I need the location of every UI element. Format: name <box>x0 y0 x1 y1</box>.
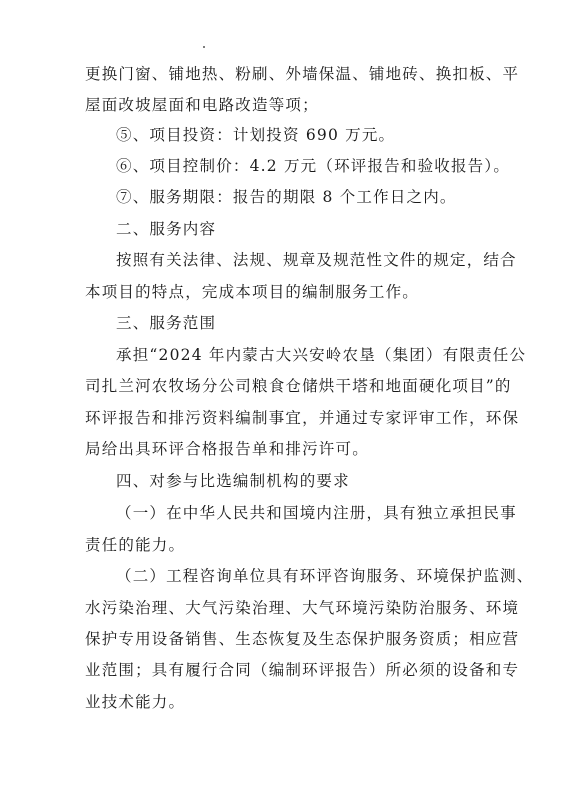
section-heading: 三、服务范围 <box>116 314 217 332</box>
text-line: 本项目的特点，完成本项目的编制服务工作。 <box>85 283 420 301</box>
text-line: 局给出具环评合格报告单和排污许可。 <box>85 440 369 458</box>
text-line: 水污染治理、大气污染治理、大气环境污染防治服务、环境 <box>85 599 520 617</box>
text-line: （一）在中华人民共和国境内注册，具有独立承担民事 <box>116 504 517 522</box>
text-line: 承担“2024 年内蒙古大兴安岭农垦（集团）有限责任公 <box>116 346 527 364</box>
text-line: 责任的能力。 <box>85 536 186 554</box>
text-line: 屋面改坡屋面和电路改造等项； <box>85 96 319 114</box>
text-line: 更换门窗、铺地热、粉刷、外墙保温、铺地砖、换扣板、平 <box>85 65 520 83</box>
text-line: （二）工程咨询单位具有环评咨询服务、环境保护监测、 <box>116 567 534 585</box>
text-line: ⑥、项目控制价：4.2 万元（环评报告和验收报告）。 <box>116 157 511 175</box>
text-line: 保护专用设备销售、生态恢复及生态保护服务资质；相应营 <box>85 630 520 648</box>
text-line: 环评报告和排污资料编制事宜，并通过专家评审工作，环保 <box>85 409 520 427</box>
text-line: 业范围；具有履行合同（编制环评报告）所必须的设备和专 <box>85 661 520 679</box>
section-heading: 二、服务内容 <box>116 220 217 238</box>
text-line: 按照有关法律、法规、规章及规范性文件的规定，结合 <box>116 251 517 269</box>
section-heading: 四、对参与比选编制机构的要求 <box>116 472 350 490</box>
text-line: 业技术能力。 <box>85 693 186 711</box>
text-line: 司扎兰河农牧场分公司粮食仓储烘干塔和地面硬化项目”的 <box>85 377 512 395</box>
text-line: ⑦、服务期限：报告的期限 8 个工作日之内。 <box>116 188 457 206</box>
scan-speck <box>203 46 205 48</box>
text-line: ⑤、项目投资：计划投资 690 万元。 <box>116 126 396 144</box>
